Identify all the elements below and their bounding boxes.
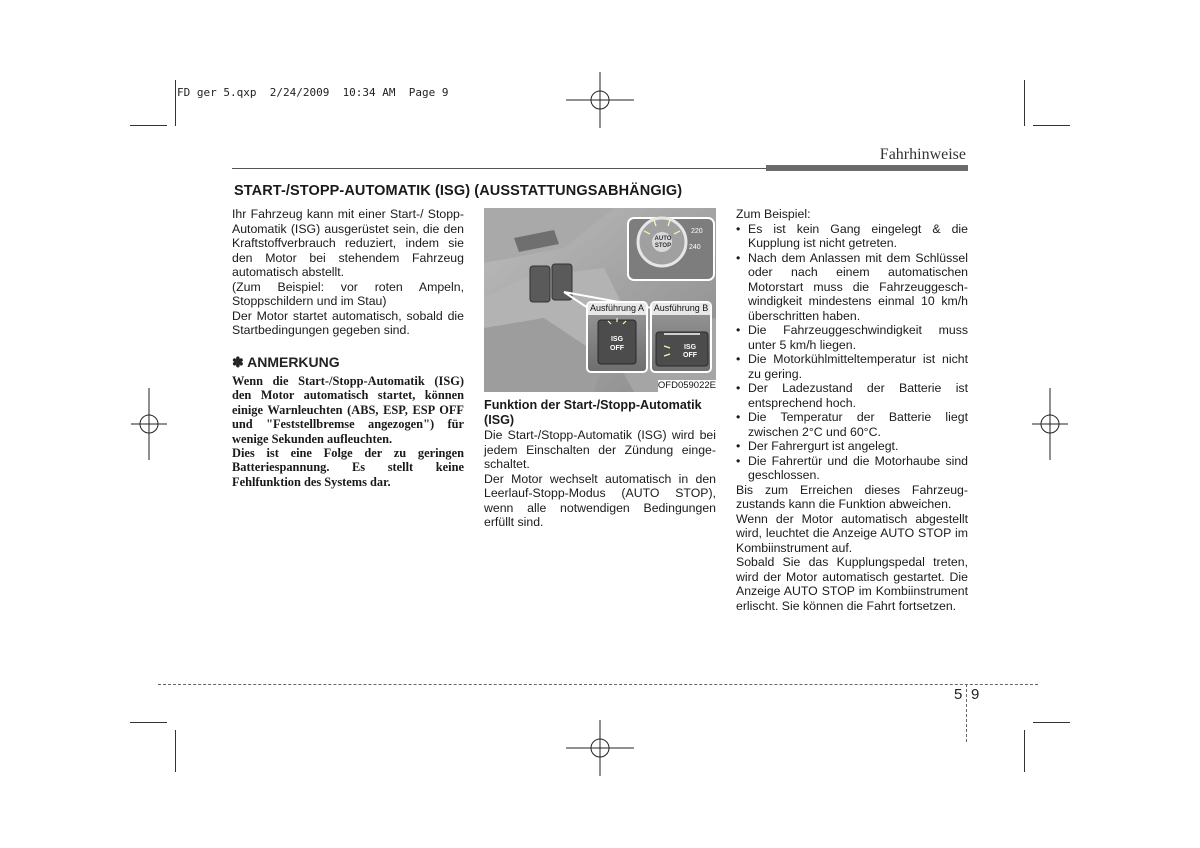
label-ausfuehrung-b: Ausführung B: [653, 303, 709, 313]
crop-mark-bottom-right-h: [1033, 722, 1070, 723]
list-item: • Es ist kein Gang eingelegt & die Kupplung ist nicht getreten.: [736, 222, 968, 251]
section-title: START-/STOPP-AUTOMATIK (ISG) (AUSSTATTUNGSABHÄNGIG): [234, 183, 683, 199]
conditions-paragraph-2: Wenn der Motor automatisch abgestellt wird, leuchtet die Anzeige AUTO STOP im Kombiinstrument auf.: [736, 511, 968, 555]
registration-mark-top: [566, 72, 634, 128]
function-paragraph-1: Die Start-/Stopp-Automatik (ISG) wird bei jedem Einschalten der Zündung eingeschaltet.: [484, 428, 716, 471]
isg-illustration-art: [484, 208, 716, 392]
conditions-list: [736, 222, 968, 483]
crop-mark-top-right-h: [1033, 125, 1070, 126]
list-item: • Der Fahrergurt ist angelegt.: [736, 439, 968, 454]
conditions-paragraph-3: Sobald Sie das Kupplungspedal treten, wird der Motor automatisch gestartet. Die Anzeige AUTO STOP im Kombiinstrument erlischt. Sie können die Fahrt fortsetzen.: [736, 555, 968, 613]
note-paragraph-2: Dies ist eine Folge der zu geringen Batteriespannung. Es stellt keine Fehlfunktion des Systems dar.: [232, 446, 464, 489]
isg-off-button-b-off: OFF: [683, 352, 697, 359]
chapter-header: Fahrhinweise: [879, 146, 966, 163]
gauge-240: 240: [689, 244, 701, 251]
crop-mark-bottom-left-h: [130, 722, 167, 723]
function-column: [484, 398, 716, 530]
print-slug: FD ger 5.qxp 2/24/2009 10:34 AM Page 9: [177, 86, 449, 99]
function-paragraph-2: Der Motor wechselt automatisch in den Leerlauf-Stopp-Modus (AUTO STOP), wenn alle notwendigen Bedingungen erfüllt sind.: [484, 471, 716, 529]
conditions-paragraph-1: Bis zum Erreichen dieses Fahrzeugzustands kann die Funktion abweichen.: [736, 482, 968, 511]
label-ausfuehrung-a: Ausführung A: [589, 303, 645, 313]
list-item: • Die Fahrertür und die Motorhaube sind geschlossen.: [736, 454, 968, 483]
list-item: • Die Fahrzeuggeschwindigkeit muss unter 5 km/h liegen.: [736, 323, 968, 352]
conditions-intro: Zum Beispiel:: [736, 207, 811, 221]
list-item: • Die Temperatur der Batterie liegt zwischen 2°C und 60°C.: [736, 410, 968, 439]
footer-dotted-rule: [158, 684, 1038, 685]
isg-off-button-a-isg: ISG: [610, 336, 624, 343]
header-rule-thin: [232, 168, 768, 169]
list-item: • Nach dem Anlassen mit dem Schlüssel oder nach einem automatischen Motorstart muss die Fahrzeuggeschwindigkeit mindestens einmal 10 km/h überschritten haben.: [736, 251, 968, 324]
crop-mark-top-right-v: [1024, 80, 1025, 126]
crop-mark-bottom-right-v: [1024, 730, 1025, 772]
page-number: 9: [971, 686, 980, 703]
intro-column: [232, 207, 464, 338]
intro-paragraph-1: Ihr Fahrzeug kann mit einer Start-/ Stopp-Automatik (ISG) ausgerüstet sein, die den Kraftstoffverbrauch reduziert, indem sie den Motor bei stehendem Fahrzeug automatisch abstellt.: [232, 207, 464, 279]
function-subtitle: Funktion der Start-/Stopp-Automatik (ISG): [484, 398, 702, 427]
header-rule-thick: [766, 165, 968, 171]
registration-mark-bottom: [566, 720, 634, 776]
auto-stop-indicator-auto: AUTO: [654, 236, 672, 242]
gauge-220: 220: [691, 228, 703, 235]
crop-mark-bottom-left-v: [175, 730, 176, 772]
conditions-column: [736, 207, 968, 613]
note-paragraph-1: Wenn die Start-/Stopp-Automatik (ISG) den Motor automatisch startet, können einige Warnleuchten (ABS, ESP, ESP OFF und "Feststellbremse angezogen") für wenige Sekunden aufleuchten.: [232, 374, 464, 446]
intro-paragraph-3: Der Motor startet automatisch, sobald die Startbedingungen gegeben sind.: [232, 308, 464, 337]
footer-page-divider: [966, 684, 968, 742]
registration-mark-right: [1032, 388, 1068, 460]
figure-code: OFD059022E: [657, 380, 716, 391]
auto-stop-indicator-stop: STOP: [654, 243, 672, 249]
note-text: [232, 374, 464, 489]
crop-mark-top-left-h: [130, 125, 167, 126]
crop-mark-top-left-v: [175, 80, 176, 126]
registration-mark-left: [131, 388, 167, 460]
intro-paragraph-2: (Zum Beispiel: vor roten Ampeln, Stoppschildern und im Stau): [232, 279, 464, 308]
isg-off-button-a-off: OFF: [610, 345, 624, 352]
list-item: • Der Ladezustand der Batterie ist entsprechend hoch.: [736, 381, 968, 410]
isg-illustration: [484, 208, 716, 392]
list-item: • Die Motorkühlmitteltemperatur ist nicht zu gering.: [736, 352, 968, 381]
note-title: ✽ ANMERKUNG: [232, 354, 340, 370]
chapter-number: 5: [954, 686, 963, 703]
isg-off-button-b-isg: ISG: [683, 344, 697, 351]
